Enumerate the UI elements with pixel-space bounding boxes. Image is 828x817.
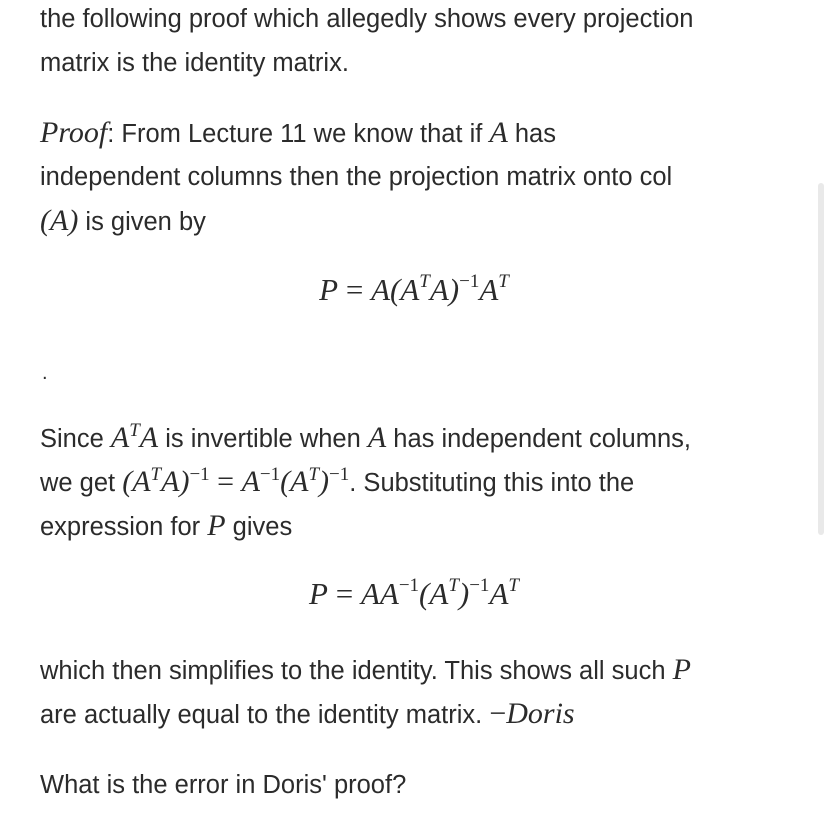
eq2-sup-T1: T — [448, 574, 459, 596]
eq1-lhs: P — [319, 272, 339, 307]
math-l2-T1: T — [150, 463, 162, 485]
since-line-1 — [40, 419, 691, 454]
since-text-b: is invertible when — [158, 425, 368, 453]
proof-text-b: has — [507, 120, 556, 148]
math-A2: A — [139, 421, 159, 454]
math-l2-inv2: −1 — [259, 463, 281, 485]
eq1-sup-T2: T — [498, 270, 509, 292]
proof-line-3-text: is given by — [78, 208, 206, 236]
eq1-rhs-b: A) — [429, 272, 460, 307]
math-l2-3: A — [241, 465, 260, 498]
eq1-rhs-c: A — [479, 272, 499, 307]
since-text-c: has independent columns, — [386, 425, 691, 453]
math-T: T — [129, 419, 140, 441]
math-l2-4: (A — [280, 465, 309, 498]
eq1-sup-inv: −1 — [459, 270, 480, 292]
author-name: Doris — [506, 697, 575, 730]
proof-line-2: independent columns then the projection matrix onto col — [40, 163, 673, 191]
math-A1: A — [110, 421, 130, 454]
proof-line-1 — [40, 118, 556, 149]
math-l2-inv1: −1 — [189, 463, 210, 485]
equation-projection-matrix — [0, 272, 828, 308]
period-mark: . — [42, 362, 48, 384]
conclusion-text-a: which then simplifies to the identity. This shows all such — [40, 657, 673, 685]
conclusion-text-b: are actually equal to the identity matrix. — [40, 701, 490, 729]
proof-colon: : — [107, 120, 115, 148]
math-P: P — [207, 509, 226, 542]
eq2-sup-T2: T — [508, 574, 519, 596]
eq2-rhs-b: (A — [419, 576, 449, 611]
since-line-3-text-b: gives — [225, 513, 293, 541]
eq2-rhs-c: ) — [458, 576, 470, 611]
scrollbar[interactable] — [818, 183, 824, 535]
math-dash: − — [489, 697, 507, 730]
math-l2-1: (A — [122, 465, 151, 498]
since-text-a: Since — [40, 425, 111, 453]
proof-line-3 — [40, 206, 206, 237]
eq1-rhs-a: A(A — [371, 272, 420, 307]
eq1-sup-T1: T — [419, 270, 430, 292]
since-line-3-text-a: expression for — [40, 513, 208, 541]
eq1-equals: = — [338, 272, 372, 307]
math-var-A: A — [489, 116, 508, 149]
math-l2-inv3: −1 — [329, 463, 350, 485]
since-line-3 — [40, 511, 292, 542]
eq2-sup-inv2: −1 — [469, 574, 490, 596]
equation-substituted — [0, 576, 828, 612]
question-line: What is the error in Doris' proof? — [40, 771, 407, 799]
eq2-lhs: P — [309, 576, 328, 611]
conclusion-line-2 — [40, 699, 575, 730]
since-line-2 — [40, 463, 635, 498]
math-P-conclusion: P — [672, 653, 691, 686]
conclusion-line-1 — [40, 655, 691, 686]
eq2-equals: = — [327, 576, 361, 611]
proof-text-a: From Lecture 11 we know that if — [114, 120, 490, 148]
math-l2-5: ) — [319, 465, 330, 498]
math-l2-eq: = — [209, 465, 242, 498]
eq2-rhs-d: A — [489, 576, 509, 611]
math-l2-2: A) — [161, 465, 190, 498]
proof-label: Proof — [40, 116, 108, 149]
math-A3: A — [367, 421, 387, 454]
math-l2-T2: T — [308, 463, 320, 485]
paragraph-intro-line-1: the following proof which allegedly shows every projection — [40, 5, 694, 33]
eq2-sup-inv1: −1 — [398, 574, 420, 596]
paragraph-intro-line-2: matrix is the identity matrix. — [40, 49, 349, 77]
math-paren-A: (A) — [40, 204, 79, 237]
since-line-2-text-a: we get — [40, 469, 123, 497]
since-line-2-text-b: . Substituting this into the — [349, 469, 635, 497]
eq2-rhs-a: AA — [360, 576, 399, 611]
